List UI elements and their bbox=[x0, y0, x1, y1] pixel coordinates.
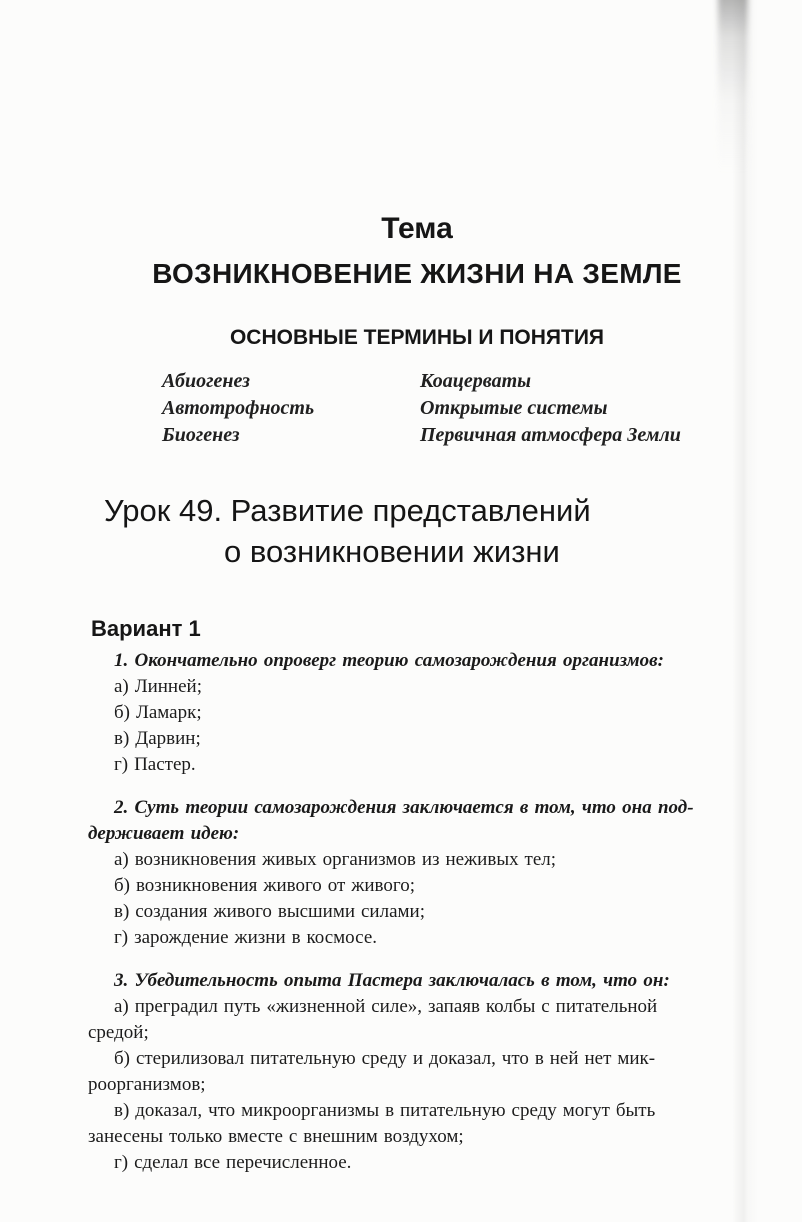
variant-heading: Вариант 1 bbox=[91, 616, 201, 641]
question-1 bbox=[88, 648, 746, 778]
terms-column-right bbox=[420, 368, 746, 449]
questions bbox=[88, 648, 746, 1176]
question-3 bbox=[88, 968, 746, 1176]
question-2-stem: 2. Суть теории самозарождения заключается в том, что она под- bbox=[114, 797, 694, 818]
question-3-option-a: а) преградил путь «жизненной силе», запаяв колбы с питательной bbox=[114, 996, 658, 1017]
terms-heading: ОСНОВНЫЕ ТЕРМИНЫ И ПОНЯТИЯ bbox=[229, 326, 605, 349]
lesson-heading-line2: о возникновении жизни bbox=[224, 534, 560, 569]
question-3-option-v: в) доказал, что микроорганизмы в питательную среду могут быть bbox=[114, 1100, 656, 1121]
question-2-option-a: а) возникновения живых организмов из неживых тел; bbox=[114, 849, 557, 870]
page-content bbox=[88, 0, 746, 1176]
term: Абиогенез bbox=[162, 370, 250, 392]
question-2-option-v: в) создания живого высшими силами; bbox=[114, 901, 425, 922]
term: Автотрофность bbox=[162, 397, 315, 419]
question-1-stem: 1. Окончательно опроверг теорию самозарождения организмов: bbox=[114, 650, 664, 671]
term: Открытые системы bbox=[420, 397, 608, 419]
term: Первичная атмосфера Земли bbox=[420, 424, 681, 446]
question-2-stem-continuation: держивает идею: bbox=[88, 823, 240, 844]
term: Биогенез bbox=[162, 424, 240, 446]
question-2-option-g: г) зарождение жизни в космосе. bbox=[114, 927, 378, 948]
question-3-option-b-continuation: роорганизмов; bbox=[88, 1074, 206, 1095]
theme-title: ВОЗНИКНОВЕНИЕ ЖИЗНИ НА ЗЕМЛЕ bbox=[152, 258, 682, 289]
question-3-stem: 3. Убедительность опыта Пастера заключалась в том, что он: bbox=[114, 970, 670, 991]
terms-column-left bbox=[162, 368, 420, 449]
terms-list bbox=[88, 368, 746, 449]
question-1-option-g: г) Пастер. bbox=[114, 754, 196, 775]
question-2 bbox=[88, 795, 746, 951]
question-1-option-b: б) Ламарк; bbox=[114, 702, 202, 723]
term: Коацерваты bbox=[420, 370, 532, 392]
question-3-option-g: г) сделал все перечисленное. bbox=[114, 1152, 352, 1173]
question-2-option-b: б) возникновения живого от живого; bbox=[114, 875, 415, 896]
theme-label: Тема bbox=[381, 212, 453, 245]
lesson-heading bbox=[88, 490, 746, 572]
question-1-option-a: а) Линней; bbox=[114, 676, 202, 697]
question-3-option-a-continuation: средой; bbox=[88, 1022, 149, 1043]
question-1-option-v: в) Дарвин; bbox=[114, 728, 201, 749]
question-3-option-b: б) стерилизовал питательную среду и доказал, что в ней нет мик- bbox=[114, 1048, 656, 1069]
question-3-option-v-continuation: занесены только вместе с внешним воздухом; bbox=[88, 1126, 464, 1147]
lesson-heading-line1: Урок 49. Развитие представлений bbox=[104, 493, 591, 528]
